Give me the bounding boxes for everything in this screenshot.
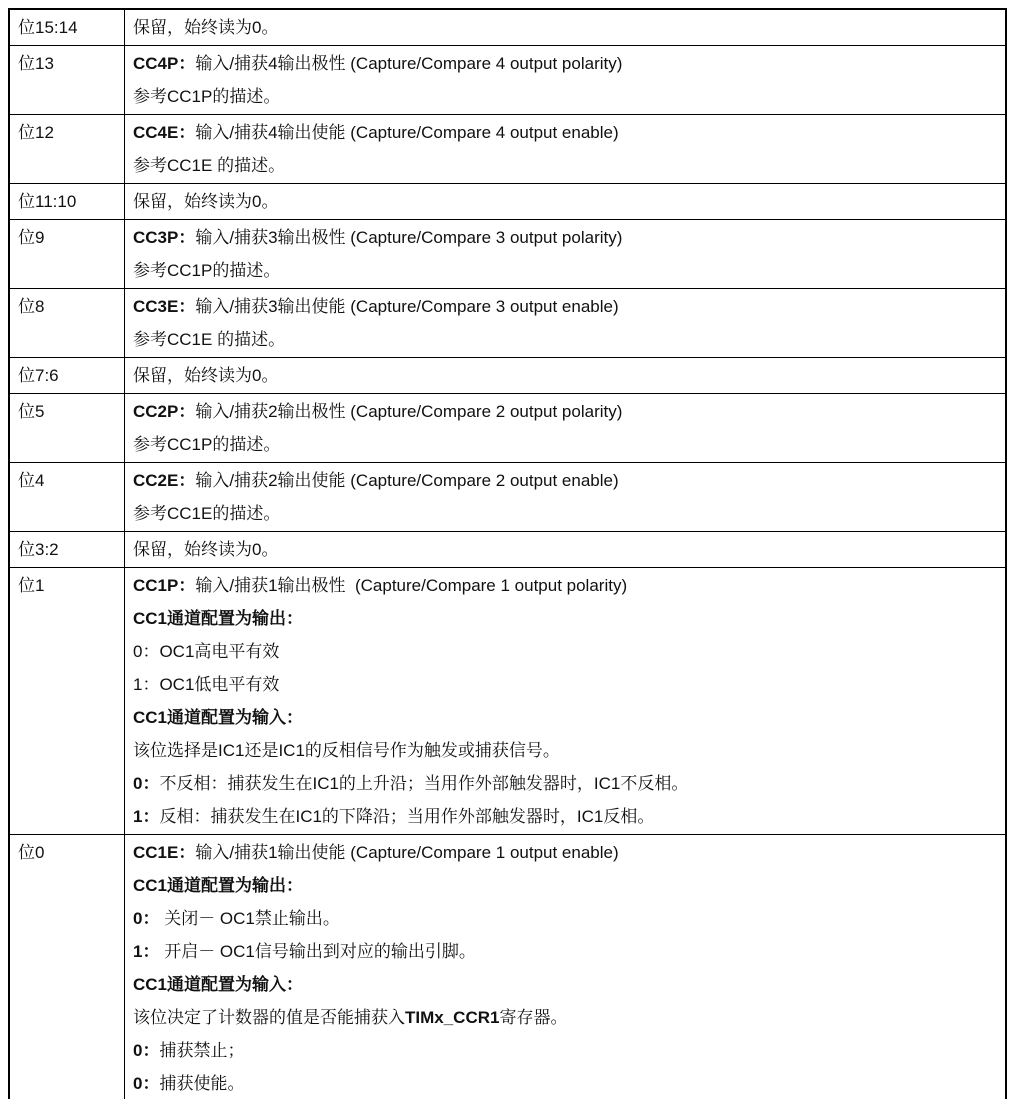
description-line (133, 149, 997, 182)
bold-text-segment: CC1通道配置为输出： (133, 876, 304, 895)
bold-text-segment: 0： (133, 909, 160, 928)
description-line (133, 497, 997, 530)
description-line (133, 290, 997, 323)
text-segment: 输入/捕获1输出极性 (Capture/Compare 1 output polarity) (195, 576, 628, 595)
text-segment: 保留，始终读为0。 (133, 192, 279, 211)
description-cell (125, 835, 1007, 1099)
description-line (133, 80, 997, 113)
description-cell (125, 184, 1007, 220)
description-line (133, 968, 997, 1001)
bold-text-segment: TIMx_CCR1 (405, 1008, 500, 1027)
bold-text-segment: CC3P： (133, 228, 196, 247)
bit-cell: 位3:2 (9, 532, 125, 568)
description-cell (125, 220, 1007, 289)
text-segment: 捕获禁止； (159, 1041, 245, 1060)
text-segment: 反相：捕获发生在IC1的下降沿；当用作外部触发器时，IC1反相。 (159, 807, 655, 826)
table-body (9, 9, 1006, 1099)
table-row (9, 184, 1006, 220)
bold-text-segment: CC1E： (133, 843, 196, 862)
description-cell (125, 46, 1007, 115)
description-line (133, 668, 997, 701)
text-segment: 开启－ OC1信号输出到对应的输出引脚。 (159, 942, 476, 961)
text-segment: 0：OC1高电平有效 (133, 642, 280, 661)
text-segment: 1：OC1低电平有效 (133, 675, 280, 694)
bold-text-segment: CC4P： (133, 54, 196, 73)
table-row (9, 835, 1006, 1099)
text-segment: 输入/捕获3输出极性 (Capture/Compare 3 output polarity) (195, 228, 623, 247)
description-cell (125, 463, 1007, 532)
bit-cell: 位15:14 (9, 9, 125, 46)
text-segment: 输入/捕获1输出使能 (Capture/Compare 1 output enable) (195, 843, 619, 862)
table-row (9, 289, 1006, 358)
bold-text-segment: CC1P： (133, 576, 196, 595)
text-segment: 参考CC1E 的描述。 (133, 156, 286, 175)
text-segment: 关闭－ OC1禁止输出。 (159, 909, 340, 928)
description-cell (125, 289, 1007, 358)
description-line (133, 1034, 997, 1067)
table-row (9, 532, 1006, 568)
text-segment: 捕获使能。 (159, 1074, 245, 1093)
text-segment: 参考CC1E 的描述。 (133, 330, 286, 349)
bit-cell: 位13 (9, 46, 125, 115)
description-line (133, 869, 997, 902)
table-row (9, 220, 1006, 289)
bold-text-segment: CC1通道配置为输出： (133, 609, 304, 628)
description-line (133, 11, 997, 44)
table-row (9, 463, 1006, 532)
text-segment: 输入/捕获3输出使能 (Capture/Compare 3 output enable) (195, 297, 619, 316)
description-cell (125, 358, 1007, 394)
description-line (133, 701, 997, 734)
description-line (133, 1001, 997, 1034)
bit-cell: 位4 (9, 463, 125, 532)
text-segment: 输入/捕获2输出极性 (Capture/Compare 2 output polarity) (195, 402, 623, 421)
bold-text-segment: CC3E： (133, 297, 196, 316)
table-row (9, 115, 1006, 184)
description-line (133, 185, 997, 218)
description-line (133, 836, 997, 869)
description-line (133, 116, 997, 149)
description-line (133, 902, 997, 935)
description-line (133, 359, 997, 392)
description-cell (125, 9, 1007, 46)
table-row (9, 46, 1006, 115)
text-segment: 不反相：捕获发生在IC1的上升沿；当用作外部触发器时，IC1不反相。 (159, 774, 689, 793)
description-line (133, 464, 997, 497)
register-bit-table (8, 8, 1007, 1099)
text-segment: 该位决定了计数器的值是否能捕获入 (133, 1008, 405, 1027)
description-cell (125, 532, 1007, 568)
description-line (133, 395, 997, 428)
bit-cell: 位1 (9, 568, 125, 835)
text-segment: 参考CC1P的描述。 (133, 87, 281, 106)
text-segment: 参考CC1E的描述。 (133, 504, 281, 523)
text-segment: 该位选择是IC1还是IC1的反相信号作为触发或捕获信号。 (133, 741, 560, 760)
description-line (133, 323, 997, 356)
bit-cell: 位11:10 (9, 184, 125, 220)
text-segment: 寄存器。 (499, 1008, 568, 1027)
description-cell (125, 115, 1007, 184)
bold-text-segment: CC2E： (133, 471, 196, 490)
bit-cell: 位0 (9, 835, 125, 1099)
description-cell (125, 568, 1007, 835)
bold-text-segment: CC1通道配置为输入： (133, 708, 304, 727)
table-row (9, 394, 1006, 463)
description-line (133, 221, 997, 254)
table-row (9, 9, 1006, 46)
text-segment: 参考CC1P的描述。 (133, 261, 281, 280)
bold-text-segment: 1： (133, 807, 160, 826)
description-line (133, 767, 997, 800)
text-segment: 输入/捕获4输出极性 (Capture/Compare 4 output polarity) (195, 54, 623, 73)
description-line (133, 602, 997, 635)
description-line (133, 569, 997, 602)
bold-text-segment: CC4E： (133, 123, 196, 142)
description-cell (125, 394, 1007, 463)
description-line (133, 254, 997, 287)
bold-text-segment: 0： (133, 1041, 160, 1060)
bold-text-segment: 0： (133, 1074, 160, 1093)
bold-text-segment: CC1通道配置为输入： (133, 975, 304, 994)
bold-text-segment: 0： (133, 774, 160, 793)
bold-text-segment: CC2P： (133, 402, 196, 421)
text-segment: 输入/捕获4输出使能 (Capture/Compare 4 output enable) (195, 123, 619, 142)
description-line (133, 635, 997, 668)
bit-cell: 位12 (9, 115, 125, 184)
text-segment: 保留，始终读为0。 (133, 366, 279, 385)
description-line (133, 1067, 997, 1099)
table-row (9, 358, 1006, 394)
description-line (133, 47, 997, 80)
text-segment: 输入/捕获2输出使能 (Capture/Compare 2 output enable) (195, 471, 619, 490)
description-line (133, 734, 997, 767)
text-segment: 保留，始终读为0。 (133, 540, 279, 559)
description-line (133, 935, 997, 968)
description-line (133, 533, 997, 566)
bit-cell: 位8 (9, 289, 125, 358)
bit-cell: 位7:6 (9, 358, 125, 394)
bit-cell: 位5 (9, 394, 125, 463)
text-segment: 保留，始终读为0。 (133, 18, 279, 37)
description-line (133, 800, 997, 833)
bit-cell: 位9 (9, 220, 125, 289)
text-segment: 参考CC1P的描述。 (133, 435, 281, 454)
description-line (133, 428, 997, 461)
bold-text-segment: 1： (133, 942, 160, 961)
table-row (9, 568, 1006, 835)
